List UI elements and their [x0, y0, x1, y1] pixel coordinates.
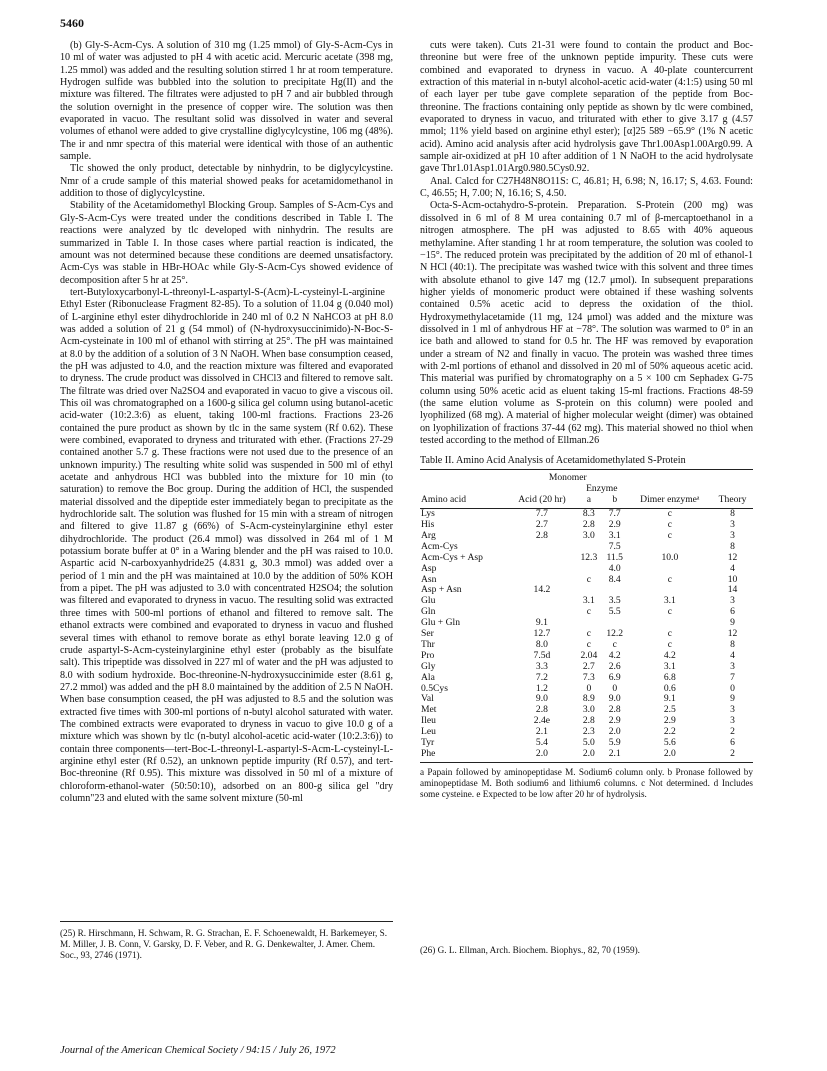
table-cell: c	[667, 606, 672, 618]
table-cell: 2.4e	[533, 715, 551, 727]
table-cell	[508, 542, 576, 553]
col-header: Theory	[712, 495, 753, 508]
table-cell: 0	[586, 682, 592, 694]
reference-26: (26) G. L. Ellman, Arch. Biochem. Biophys., 82, 70 (1959).	[420, 945, 640, 955]
table-cell: 7.7	[608, 508, 621, 520]
table-cell: 4	[730, 649, 735, 661]
table-cell: 8	[730, 508, 735, 520]
table-cell: 2.04	[580, 649, 598, 661]
table-cell: 12.3	[580, 551, 598, 563]
amino-acid-name: Phe	[420, 749, 508, 762]
journal-footer: Journal of the American Chemical Society / 94:15 / July 26, 1972	[60, 1045, 336, 1056]
table-cell: 3	[730, 660, 735, 672]
amino-acid-name: Ileu	[421, 715, 436, 727]
table-cell	[508, 596, 576, 607]
table-cell: 3.1	[608, 529, 621, 541]
table-cell: c	[667, 529, 672, 541]
table-cell: c	[667, 628, 672, 640]
table-cell: 2.3	[582, 726, 595, 738]
table-row	[420, 673, 753, 684]
table-cell: 8.3	[582, 508, 595, 520]
table-cell	[508, 553, 576, 564]
paragraph: Stability of the Acetamidomethyl Blocking Group. Samples of S-Acm-Cys and Gly-S-Acm-Cys were treated under the conditions described in Table I. The reactions were analyzed by tlc developed with ninhydrin. The results are summarized in Table I. In those cases where partial reaction is indicated, the amount was not determined because these conditions are deemed unsatisfactory. Acm-Cys was stable in HBr-HOAc while Gly-S-Acm-Cys showed evidence of decomposition after 5 hr at 25°.	[60, 200, 393, 286]
amino-acid-name: Thr	[421, 638, 435, 650]
table-cell: c	[612, 638, 617, 650]
table-cell: 8.4	[608, 573, 621, 585]
table-cell: 5.6	[663, 737, 676, 749]
table-cell: 0.6	[663, 682, 676, 694]
table-cell: c	[586, 638, 591, 650]
table-cell: 8.9	[582, 693, 595, 705]
amino-acid-name: Leu	[421, 726, 436, 738]
table-cell: 2.0	[508, 749, 576, 762]
table-footnotes: a Papain followed by aminopeptidase M. Sodium6 column only. b Pronase followed by aminopeptidase M. Both sodium6 and lithium6 columns. c Not determined. d Includes some cysteine. e Expected to be low after 20 hr of hydrolysis.	[420, 766, 753, 799]
col-header: Acid (20 hr)	[508, 495, 576, 508]
amino-acid-table	[420, 469, 753, 763]
amino-acid-name: Tyr	[421, 737, 435, 749]
reference-25: (25) R. Hirschmann, H. Schwam, R. G. Strachan, E. F. Schoenewaldt, H. Barkemeyer, S. M. Miller, J. B. Conn, V. Garsky, D. F. Veber, and R. G. Denkewalter, J. Amer. Chem. Soc., 93, 2746 (1971).	[60, 921, 393, 961]
table-cell: 9	[730, 617, 735, 629]
table-cell: 12	[727, 551, 738, 563]
table-cell: 7.7	[535, 508, 548, 520]
paragraph: Octa-S-Acm-octahydro-S-protein. Preparation. S-Protein (200 mg) was dissolved in 6 ml of 8 M urea containing 0.7 ml of β-mercaptoethanol in a nitrogen atmosphere. The pH was adjusted to 8.65 with 40% aqueous methylamine. After standing 1 hr at room temperature, the solution was cooled to −15°. The reduced protein was precipitated by the addition of 20 ml of ethanol-1 N HCl (40:1). The precipitate was washed twice with this solvent and three times with absolute ethanol to give 147 mg (12.7 μmol). In subsequent preparations higher yields of monomeric product were obtained if these washing solvents contained 0.5% acetic acid to depress the oxidation of the thiol. Hydroxymethylacetamide (11 mg, 124 μmol) was added and the mixture was dissolved in 1 ml of anhydrous HF at −78°. The solution was warmed to 0° in an ice bath and allowed to stand for 0.5 hr. The HF was removed by evaporation under a stream of N2 and finally in vacuo. The protein was washed three times with 2-ml portions of ethanol and dissolved in 20 ml of 50% aqueous acetic acid. This material was purified by chromatography on a 5 × 100 cm Sephadex G-75 column using 50% acetic acid as eluent taking 15-ml fractions. Fractions 48-59 (the same elution volume as S-protein on this column) were pooled and lyophilized (68 mg). A material of higher molecular weight (dimer) was obtained on lyophilization of fractions 37-44 (62 mg). This material showed no thiol when tested according to the method of Ellman.26	[420, 200, 753, 446]
table-cell: c	[586, 628, 591, 640]
table-cell: 9.1	[663, 693, 676, 705]
table-cell: 2	[712, 749, 753, 762]
table-cell: 14.2	[533, 584, 551, 596]
table-cell: 5.9	[608, 737, 621, 749]
table-cell: 11.5	[606, 551, 623, 563]
table-cell: 2.1	[602, 749, 628, 762]
table-cell: 2.8	[608, 704, 621, 716]
table-cell: 5.0	[582, 737, 595, 749]
table-cell: 3	[730, 704, 735, 716]
amino-acid-name: Lys	[421, 508, 435, 520]
table-cell: 2.0	[576, 749, 602, 762]
table-cell: 9.0	[535, 693, 548, 705]
table-cell: 9.1	[535, 617, 548, 629]
table-cell: 6.9	[608, 671, 621, 683]
paragraph: Tlc showed the only product, detectable by ninhydrin, to be diglycylcystine. Nmr of a crude sample of this material showed peaks for acetamidomethanol in addition to those of diglycylcystine.	[60, 163, 393, 200]
table-cell: 3.0	[582, 704, 595, 716]
page-number: 5460	[60, 16, 84, 30]
amino-acid-name: Asp	[421, 562, 437, 574]
table-cell: 9	[730, 693, 735, 705]
table-cell: c	[667, 508, 672, 520]
table-cell: 1.2	[535, 682, 548, 694]
table-cell	[576, 564, 602, 575]
col-header: b	[602, 495, 628, 508]
table-cell: 0	[730, 682, 735, 694]
paragraph: tert-Butyloxycarbonyl-L-threonyl-L-aspartyl-S-(Acm)-L-cysteinyl-L-arginine Ethyl Ester (Ribonuclease Fragment 82-85). To a solution of 11.04 g (0.040 mol) of L-arginine ethyl ester dihydrochloride in 240 ml of 0.2 N NaHCO3 at pH 8.0 was added a solution of 21 g (54 mmol) of (N-hydroxysuccinimido)-N-Boc-S-Acm-cysteinate in 100 ml of ethanol with stirring at 25°. The pH was maintained at 8.0 by the addition of a solution of 3 N NaOH. When base consumption ceased, the pH was adjusted to 4.0, and the reaction mixture was filtered and evaporated to dryness. The crude product was dissolved in CHCl3 and filtered to remove salt. The filtrate was dried over Na2SO4 and evaporated in vacuo to give a viscous oil. This oil was chromatographed on a 1600-g silica gel column using butanol-acetic acid-water (10:2.3:6) as eluent, taking 100-ml fractions. Fractions 23-26 contained the pure product as shown by tlc in the same system (Rf 0.62). These were combined, evaporated to dryness and triturated with ether. (Fractions 27-29 contained another 5.7 g. These fractions were not used due to the presence of an unknown impurity.) The resulting white solid was suspended in 500 ml of ethyl acetate and anhydrous HCl was bubbled into the mixture for 10 min (to saturation) to remove the Boc group. During the addition of HCl, the suspended material dissolved and the dipeptide ester immediately began to precipitate as the hydrochloride salt. The solution was flushed for 15 min with a stream of nitrogen and filtered to give 11.87 g (66%) of S-Acm-cysteinylarginine ethyl ester dihydrochloride. The product (26.4 mmol) was dissolved in 264 ml of 1 M potassium borate buffer at 0° in a Waring blender and the pH was raised to 10.0. Aspartic acid N-carboxyanhydride25 (4.831 g, 30.3 mmol) was added over a period of 1 min and the pH was maintained at 10.0 by the addition of 50% KOH from a pipet. The pH was adjusted to 3.0 with concentrated H2SO4; the solution was filtered and evaporated to dryness in vacuo. The resulting solid was extracted three times with 500-ml portions of ethanol and filtered to remove salt. The ethanol extracts were combined and evaporated to dryness in vacuo and flushed several times with ethanol to remove borate as ethyl borate leaving 12.0 g of crude aspartyl-S-Acm-cysteinylarginine ethyl ester (probably as the bisulfate salt). This tripeptide was dissolved in 227 ml of water and the pH was adjusted to 8.0 with sodium hydroxide. Boc-threonine-N-hydroxysuccinimide ester (8.61 g, 27.2 mmol) was added and the pH 8.0 maintained by the addition of 2.5 N NaOH. When base consumption ceased, the pH was adjusted to 8.5 and the solution was extracted five times with 300-ml portions of n-butyl alcohol saturated with water. The combined extracts were evaporated to dryness in vacuo to give 10.0 g of a mixture which was shown by tlc (n-butyl alcohol-acetic acid-water (10:2.3:6)) to contain three components—tert-Boc-L-threonyl-L-aspartyl-S-Acm-L-cysteinyl-L-arginine ethyl ester (Rf 0.52), an unknown peptide impurity (Rf 0.57), and tert-Boc-threonine (Rf 0.95). This mixture was dissolved in 50 ml of a mixture of chloroform-ethanol-water (50:50:10), adsorbed on an 800-g silica gel "dry column"23 and eluted with the same solvent mixture (50-ml	[60, 286, 393, 804]
table-row	[420, 749, 753, 762]
table-cell: 3.1	[663, 660, 676, 672]
table-cell: 7.5d	[533, 649, 551, 661]
left-column	[60, 40, 393, 805]
col-header: Amino acid	[420, 495, 508, 508]
amino-acid-name: Glu	[421, 595, 436, 607]
amino-acid-name: Gly	[421, 660, 436, 672]
table-cell: 14	[727, 584, 738, 596]
right-column	[420, 40, 753, 800]
amino-acid-name: Gln	[421, 606, 436, 618]
table-row	[420, 564, 753, 575]
table-cell: 3	[730, 595, 735, 607]
table-cell: 4.0	[608, 562, 621, 574]
table-cell: 3	[730, 529, 735, 541]
paragraph: Anal. Calcd for C27H48N8O11S: C, 46.81; H, 6.98; N, 16.17; S, 4.63. Found: C, 46.55; H, 7.00; N, 16.16; S, 4.50.	[420, 175, 753, 200]
table-cell: 2.9	[608, 715, 621, 727]
table-cell: 4	[730, 562, 735, 574]
table-cell: 3	[730, 715, 735, 727]
table-cell	[508, 564, 576, 575]
table-cell: 7.2	[535, 671, 548, 683]
table-cell: 2.1	[535, 726, 548, 738]
col-header: Dimer enzymeᵃ	[628, 495, 712, 508]
table-cell: 3.3	[535, 660, 548, 672]
table-row	[420, 553, 753, 564]
amino-acid-name: Ser	[421, 628, 434, 640]
table-cell: 12.2	[606, 628, 624, 640]
table-cell	[628, 564, 712, 575]
amino-acid-name: Val	[421, 693, 434, 705]
amino-acid-name: Acm-Cys	[421, 540, 458, 552]
table-cell: 3	[730, 518, 735, 530]
table-cell: 2.7	[582, 660, 595, 672]
table-cell: 4.2	[663, 649, 676, 661]
table-cell: c	[667, 638, 672, 650]
paragraph: (b) Gly-S-Acm-Cys. A solution of 310 mg (1.25 mmol) of Gly-S-Acm-Cys in 10 ml of water was adjusted to pH 4 with acetic acid. Mercuric acetate (398 mg, 1.25 mmol) was added and the resulting solution stirred 1 hr at room temperature. Hydrogen sulfide was bubbled into the solution to precipitate Hg(II) and the mixture was filtered. The filtrates were adjusted to pH 7 and air bubbled through the solution overnight in the presence of copper wire. The solution was then evaporated in vacuo. The resultant solid was dissolved in water and several volumes of ethanol were added to give crystalline diglycylcystine, 106 mg (48%). The ir and nmr spectra of this material were identical with those of an authentic sample.	[60, 40, 393, 163]
table-row	[420, 607, 753, 618]
table-cell: 3.1	[582, 595, 595, 607]
table-cell: 6	[730, 606, 735, 618]
table-cell: 3.0	[582, 529, 595, 541]
amino-acid-name: Acm-Cys + Asp	[421, 551, 483, 563]
table-cell: 2.2	[663, 726, 676, 738]
table-cell: c	[586, 573, 591, 585]
table-row	[420, 531, 753, 542]
amino-acid-name: 0.5Cys	[421, 682, 448, 694]
table-cell: c	[667, 518, 672, 530]
table-cell: 4.2	[608, 649, 621, 661]
table-cell: 6	[730, 737, 735, 749]
table-cell: 2.8	[582, 518, 595, 530]
table-cell: 8	[730, 540, 735, 552]
table-cell: 9.0	[608, 693, 621, 705]
table-cell: 7.5	[608, 540, 621, 552]
table-cell: 2.5	[663, 704, 676, 716]
table-cell: 2.8	[535, 529, 548, 541]
table-cell: 2.8	[535, 704, 548, 716]
table-cell: 2.9	[663, 715, 676, 727]
table-cell: 7	[730, 671, 735, 683]
amino-acid-name: Pro	[421, 649, 435, 661]
table-cell: 8.0	[535, 638, 548, 650]
table-cell: c	[586, 606, 591, 618]
paragraph: cuts were taken). Cuts 21-31 were found to contain the product and Boc-threonine but were free of the unknown peptide impurity. These cuts were combined and evaporated to dryness in vacuo. A 40-plate countercurrent extraction of this material in n-butyl alcohol-acetic acid-water (4:1:5) using 50 ml of each layer per tube gave complete separation of the peptide from Boc-threonine. The fractions containing only peptide as shown by tlc were combined, evaporated to dryness in vacuo, and triturated with ether to give 3.17 g (4.57 mmol; 11% yield based on arginine ethyl ester); [α]25 589 −65.9° (1% N acetic acid). Amino acid analysis after acid hydrolysis gave Thr1.00Asp1.00Arg0.99. A sample air-oxidized at pH 10 after addition of 1 N NaOH to the acid hydrolysate gave Thr1.01Asp1.01Arg0.980.5Cys0.92.	[420, 40, 753, 175]
col-header: a	[576, 495, 602, 508]
table-cell: 2.0	[628, 749, 712, 762]
table-cell: 5.4	[535, 737, 548, 749]
table-cell: 2.7	[535, 518, 548, 530]
table-cell: 2.8	[582, 715, 595, 727]
table-row	[420, 575, 753, 586]
table-cell: 12	[727, 628, 738, 640]
table-cell: 5.5	[608, 606, 621, 618]
table-cell: 8	[730, 638, 735, 650]
table-body	[420, 509, 753, 763]
amino-acid-name: Asn	[421, 573, 437, 585]
table-cell: 12.7	[533, 628, 551, 640]
table-cell: c	[667, 573, 672, 585]
table-cell: 10	[727, 573, 738, 585]
table-cell: 2.9	[608, 518, 621, 530]
monomer-group-header: Monomer	[508, 470, 628, 484]
table-cell: 2	[730, 726, 735, 738]
amino-acid-name: Glu + Gln	[421, 617, 460, 629]
table-cell: 6.8	[663, 671, 676, 683]
table-title: Table II. Amino Acid Analysis of Acetamidomethylated S-Protein	[420, 455, 686, 467]
table-cell: 3.1	[663, 595, 676, 607]
table-cell: 3.5	[608, 595, 621, 607]
table-cell: 7.3	[582, 671, 595, 683]
table-cell: 2.6	[608, 660, 621, 672]
amino-acid-name: Arg	[421, 529, 436, 541]
table-cell: 2.0	[608, 726, 621, 738]
amino-acid-name: Asp + Asn	[421, 584, 462, 596]
enzyme-group-header: Enzyme	[586, 483, 618, 495]
amino-acid-name: Met	[421, 704, 437, 716]
table-cell: 10.0	[661, 551, 679, 563]
table-cell: 0	[612, 682, 618, 694]
amino-acid-name: His	[421, 518, 435, 530]
amino-acid-name: Ala	[421, 671, 435, 683]
